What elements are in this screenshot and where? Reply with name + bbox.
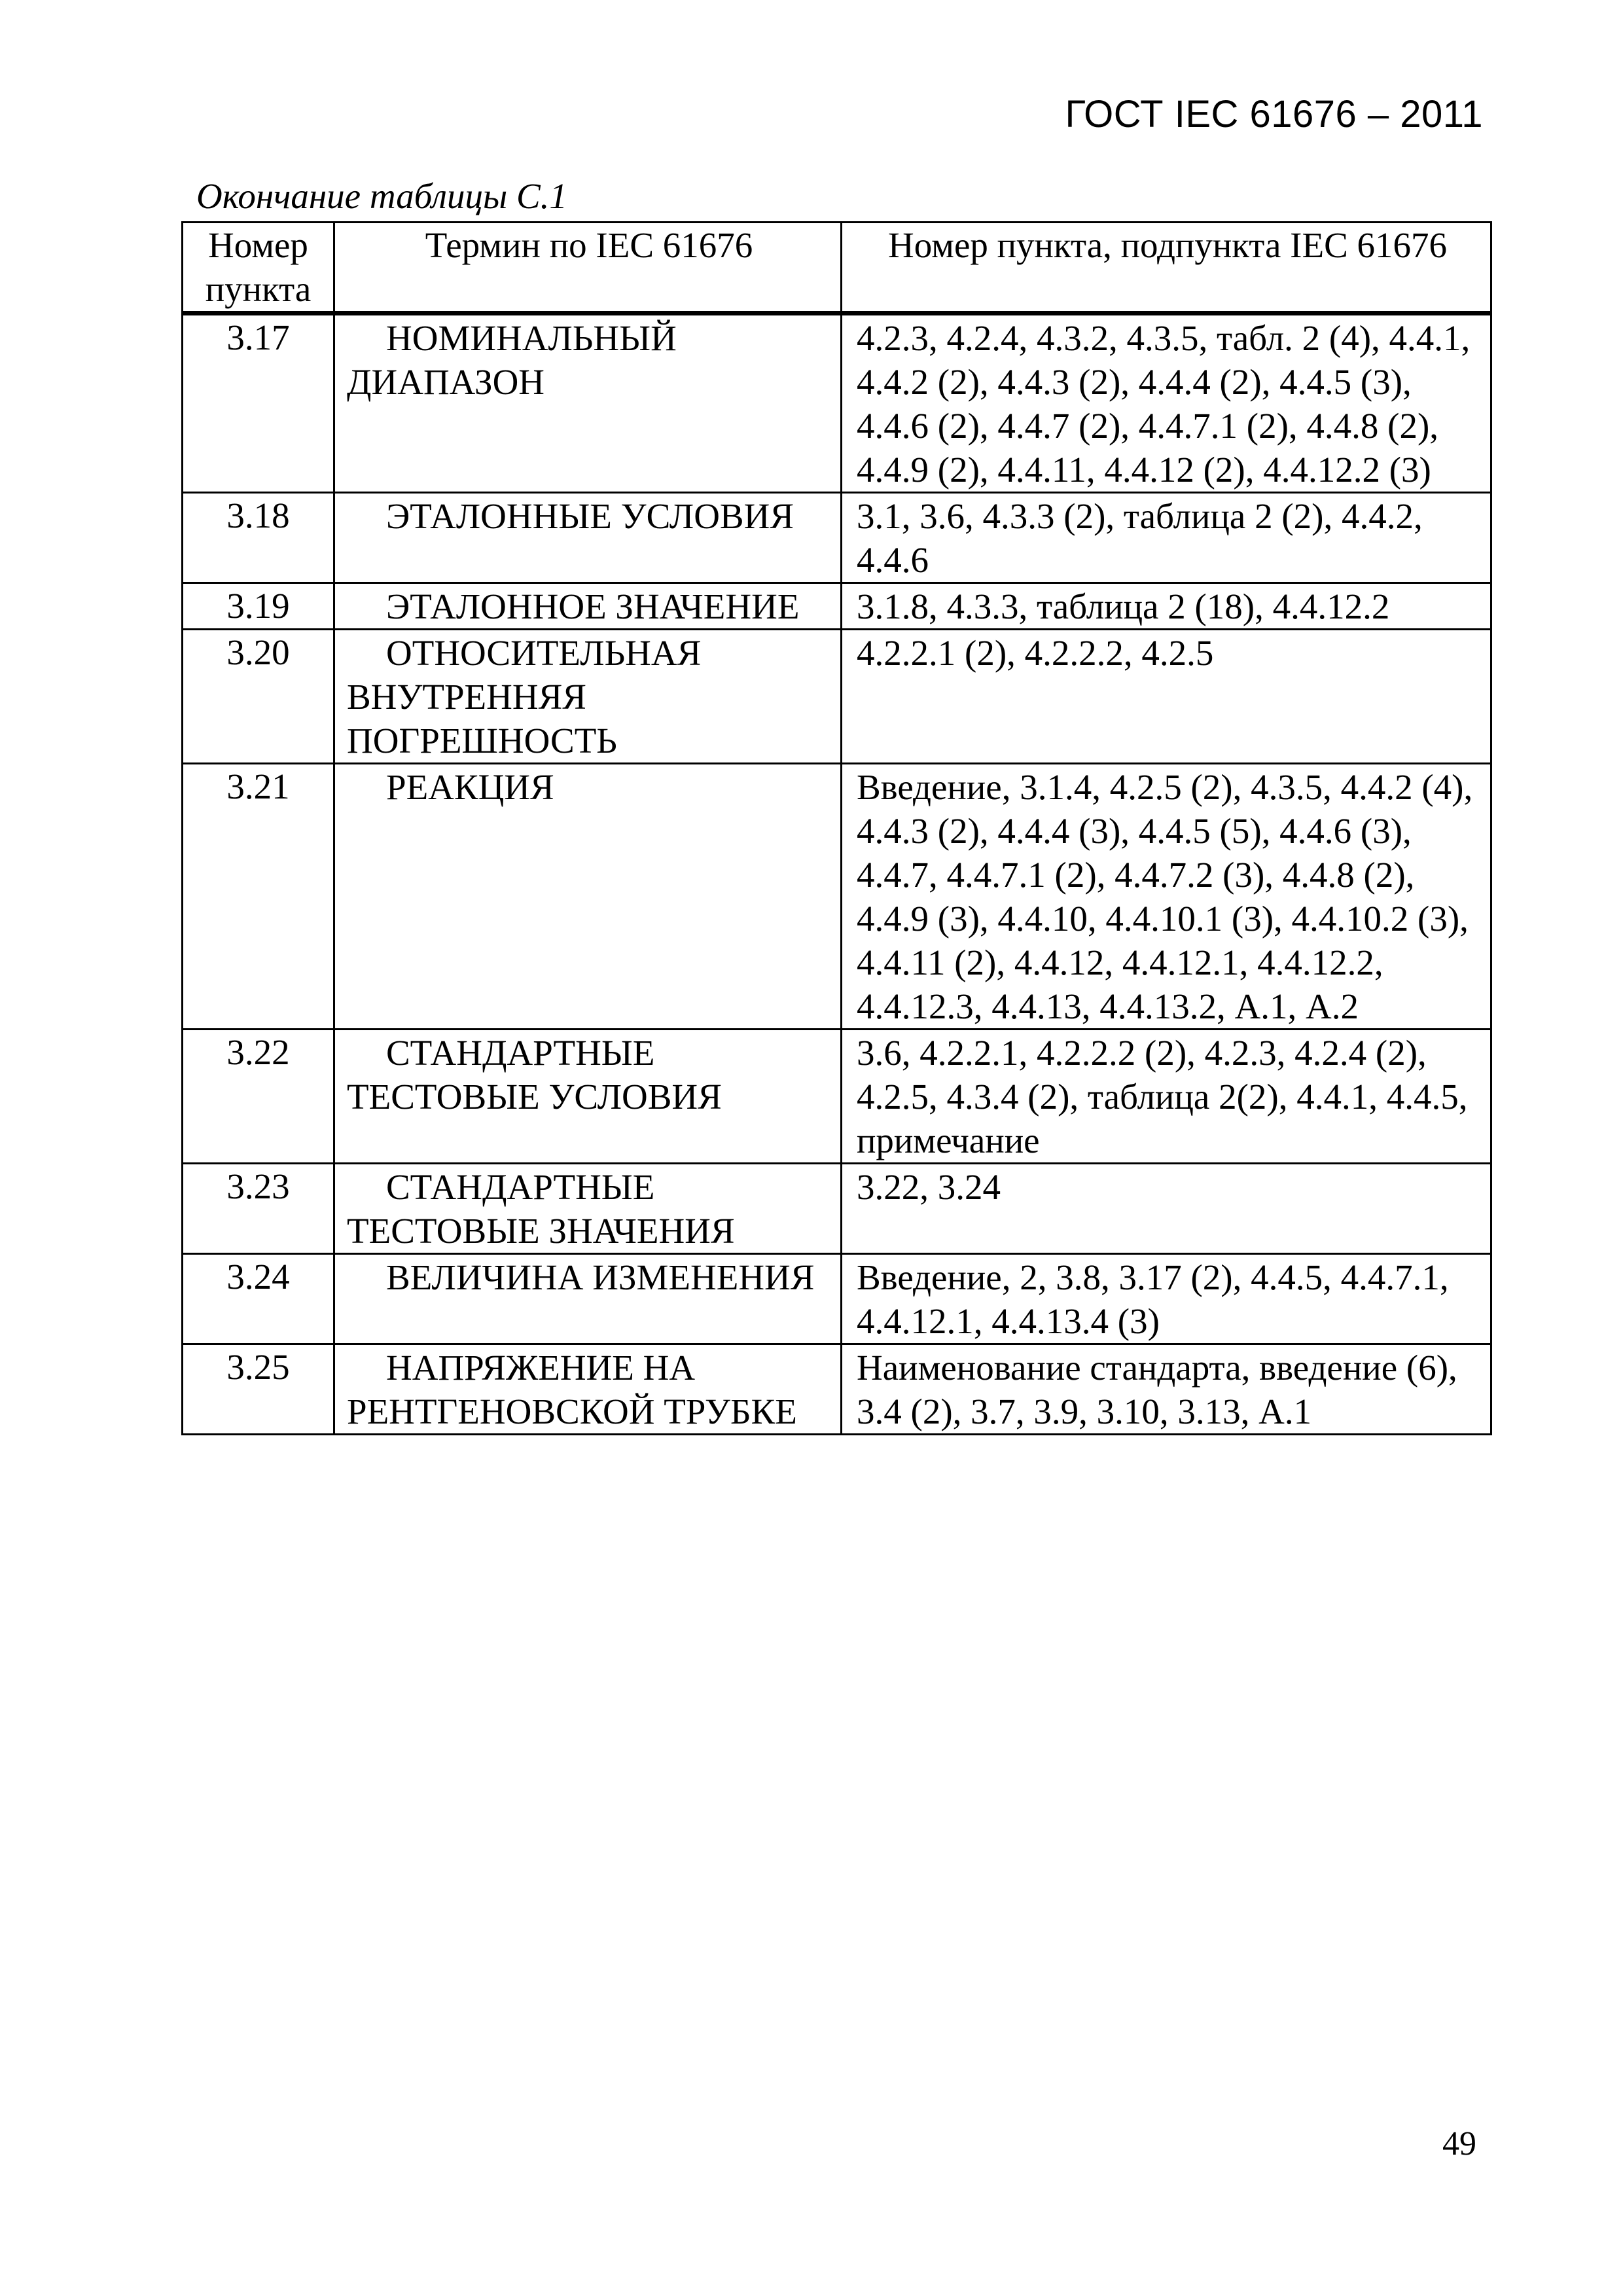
table-caption: Окончание таблицы С.1 xyxy=(196,176,567,216)
term-name: ЭТАЛОННОЕ ЗНАЧЕНИЕ xyxy=(334,583,842,630)
clause-number: 3.21 xyxy=(183,764,334,1030)
table-row xyxy=(183,1254,1491,1344)
table-body xyxy=(183,314,1491,1435)
clause-references: Введение, 2, 3.8, 3.17 (2), 4.4.5, 4.4.7.1, 4.4.12.1, 4.4.13.4 (3) xyxy=(842,1254,1491,1344)
table-row xyxy=(183,630,1491,764)
table-row xyxy=(183,583,1491,630)
term-name: НОМИНАЛЬНЫЙ ДИАПАЗОН xyxy=(334,314,842,493)
clause-number: 3.25 xyxy=(183,1344,334,1435)
table-row xyxy=(183,1030,1491,1164)
column-header-references: Номер пункта, подпункта IEC 61676 xyxy=(842,223,1491,314)
clause-number: 3.22 xyxy=(183,1030,334,1164)
clause-number: 3.18 xyxy=(183,493,334,583)
table-header-row xyxy=(183,223,1491,314)
term-name: ВЕЛИЧИНА ИЗМЕНЕНИЯ xyxy=(334,1254,842,1344)
clause-references: Введение, 3.1.4, 4.2.5 (2), 4.3.5, 4.4.2 (4), 4.4.3 (2), 4.4.4 (3), 4.4.5 (5), 4.4.6 (3), 4.4.7, 4.4.7.1 (2), 4.4.7.2 (3), 4.4.8 (2), 4.4.9 (3), 4.4.10, 4.4.10.1 (3), 4.4.10.2 (3), 4.4.11 (2), 4.4.12, 4.4.12.1, 4.4.12.2, 4.4.12.3, 4.4.13, 4.4.13.2, А.1, А.2 xyxy=(842,764,1491,1030)
term-name: ОТНОСИТЕЛЬНАЯ ВНУТРЕННЯЯ ПОГРЕШНОСТЬ xyxy=(334,630,842,764)
clause-number: 3.17 xyxy=(183,314,334,493)
clause-references: 4.2.3, 4.2.4, 4.3.2, 4.3.5, табл. 2 (4), 4.4.1, 4.4.2 (2), 4.4.3 (2), 4.4.4 (2), 4.4.5 (3), 4.4.6 (2), 4.4.7 (2), 4.4.7.1 (2), 4.4.8 (2), 4.4.9 (2), 4.4.11, 4.4.12 (2), 4.4.12.2 (3) xyxy=(842,314,1491,493)
standard-designation: ГОСТ IEC 61676 – 2011 xyxy=(1065,93,1483,135)
clause-number: 3.23 xyxy=(183,1164,334,1254)
table-header xyxy=(183,223,1491,314)
term-name: СТАНДАРТНЫЕ ТЕСТОВЫЕ УСЛОВИЯ xyxy=(334,1030,842,1164)
clause-number: 3.20 xyxy=(183,630,334,764)
clause-references: 3.1, 3.6, 4.3.3 (2), таблица 2 (2), 4.4.2, 4.4.6 xyxy=(842,493,1491,583)
page-number: 49 xyxy=(1442,2125,1476,2162)
clause-references: 3.6, 4.2.2.1, 4.2.2.2 (2), 4.2.3, 4.2.4 (2), 4.2.5, 4.3.4 (2), таблица 2(2), 4.4.1, 4.4.5, примечание xyxy=(842,1030,1491,1164)
table-row xyxy=(183,1164,1491,1254)
table-row xyxy=(183,493,1491,583)
term-name: ЭТАЛОННЫЕ УСЛОВИЯ xyxy=(334,493,842,583)
term-name: НАПРЯЖЕНИЕ НА РЕНТГЕНОВСКОЙ ТРУБКЕ xyxy=(334,1344,842,1435)
term-name: СТАНДАРТНЫЕ ТЕСТОВЫЕ ЗНАЧЕНИЯ xyxy=(334,1164,842,1254)
clause-number: 3.24 xyxy=(183,1254,334,1344)
table-row xyxy=(183,764,1491,1030)
table-row xyxy=(183,314,1491,493)
clause-references: 3.1.8, 4.3.3, таблица 2 (18), 4.4.12.2 xyxy=(842,583,1491,630)
terms-table xyxy=(181,221,1492,1435)
column-header-number: Номер пункта xyxy=(183,223,334,314)
clause-references: 3.22, 3.24 xyxy=(842,1164,1491,1254)
term-name: РЕАКЦИЯ xyxy=(334,764,842,1030)
column-header-term: Термин по IEC 61676 xyxy=(334,223,842,314)
clause-references: Наименование стандарта, введение (6), 3.4 (2), 3.7, 3.9, 3.10, 3.13, А.1 xyxy=(842,1344,1491,1435)
clause-references: 4.2.2.1 (2), 4.2.2.2, 4.2.5 xyxy=(842,630,1491,764)
table-row xyxy=(183,1344,1491,1435)
clause-number: 3.19 xyxy=(183,583,334,630)
